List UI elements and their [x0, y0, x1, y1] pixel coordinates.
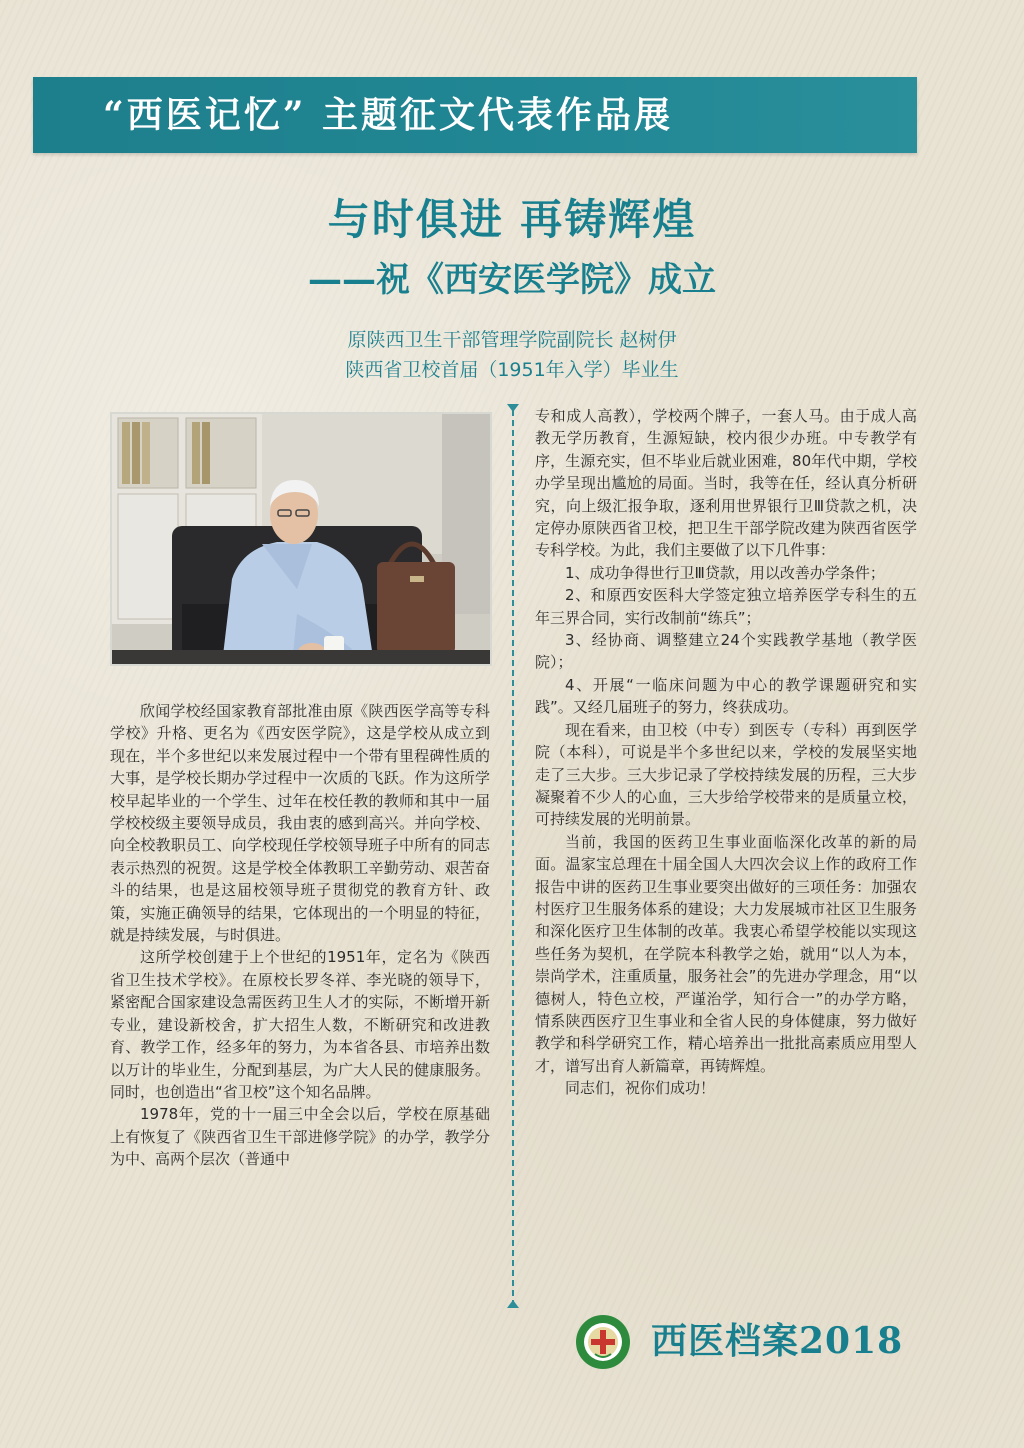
right-paragraph-4: 3、经协商、调整建立24个实践教学基地（教学医院）；: [535, 631, 917, 672]
banner-title: “西医记忆” 主题征文代表作品展: [103, 94, 673, 136]
footer-title: 西医档案2018: [651, 1320, 904, 1362]
xian-medical-university-seal-icon: [575, 1314, 631, 1370]
right-paragraph-1: 专和成人高教），学校两个牌子，一套人马。由于成人高教无学历教育，生源短缺，校内很少办班。中专教学有序，生源充实，但不毕业后就业困难，80年代中期，学校办学呈现出尴尬的局面。当时，我等在任，经认真分析研究，向上级汇报争取，逐利用世界银行卫Ⅲ贷款之机，决定停办原陕西省卫校，把卫生干部学院改建为陕西省医学专科学校。为此，我们主要做了以下几件事：: [535, 407, 917, 560]
article-title: 与时俱进 再铸辉煌: [327, 195, 697, 244]
left-text-column: [110, 700, 490, 1171]
right-paragraph-3: 2、和原西安医科大学签定独立培养医学专科生的五年三界合同，实行改制前“练兵”；: [535, 586, 917, 627]
author-line-2: 陕西省卫校首届（1951年入学）毕业生: [345, 359, 679, 381]
right-text-column: [535, 405, 917, 1100]
right-paragraph-5: 4、开展“一临床问题为中心的教学课题研究和实践”。又经几届班子的努力，终获成功。: [535, 675, 917, 717]
footer-brand: [575, 1312, 925, 1372]
author-line-1: 原陕西卫生干部管理学院副院长 赵树伊: [347, 329, 677, 351]
header-banner: [33, 77, 917, 153]
right-paragraph-7: 当前，我国的医药卫生事业面临深化改革的新的局面。温家宝总理在十届全国人大四次会议上作的政府工作报告中讲的医药卫生事业要突出做好的三项任务：加强农村医疗卫生服务体系的建设；大力发展城市社区卫生服务和深化医疗卫生体制的改革。我衷心希望学校能以实现这些任务为契机，在学院本科教学之始，就用“以人为本，崇尚学术，注重质量，服务社会”的先进办学理念，用“以德树人，特色立校，严谨治学，知行合一”的办学方略，情系陕西医疗卫生事业和全省人民的身体健康，努力做好教学和科学研究工作，精心培养出一批批高素质应用型人才，谱写出育人新篇章，再铸辉煌。: [535, 832, 917, 1075]
author-portrait-photo: [110, 412, 492, 666]
portrait-photo-icon: [112, 414, 490, 664]
right-paragraph-6: 现在看来，由卫校（中专）到医专（专科）再到医学院（本科），可说是半个多世纪以来，学校的发展坚实地走了三大步。三大步记录了学校持续发展的历程，三大步凝聚着不少人的心血，三大步给学校带来的是质量立校，可持续发展的光明前景。: [535, 720, 917, 829]
column-divider-bottom-cap: [507, 1300, 519, 1308]
left-paragraph-1: 欣闻学校经国家教育部批准由原《陕西医学高等专科学校》升格、更名为《西安医学院》，这是学校从成立到现在，半个多世纪以来发展过程中一个带有里程碑性质的大事，是学校长期办学过程中一次质的飞跃。作为这所学校早起毕业的一个学生、过年在校任教的教师和其中一届学校校级主要领导成员，我由衷的感到高兴。并向学校、向全校教职员工、向学校现任学校领导班子中所有的同志表示热烈的祝贺。这是学校全体教职工辛勤劳动、艰苦奋斗的结果，也是这届校领导班子贯彻党的教育方针、政策，实施正确领导的结果，它体现出的一个明显的特征，就是持续发展，与时俱进。: [110, 702, 490, 945]
left-paragraph-3: 1978年，党的十一届三中全会以后，学校在原基础上有恢复了《陕西省卫生干部进修学院》的办学，教学分为中、高两个层次（普通中: [110, 1105, 490, 1169]
right-paragraph-2: 1、成功争得世行卫Ⅲ贷款，用以改善办学条件；: [565, 563, 885, 582]
article-subtitle: ——祝《西安医学院》成立: [308, 260, 716, 300]
column-divider: [512, 410, 514, 1306]
left-paragraph-2: 这所学校创建于上个世纪的1951年，定名为《陕西省卫生技术学校》。在原校长罗冬祥、李光晓的领导下，紧密配合国家建设急需医药卫生人才的实际，不断增开新专业，建设新校舍，扩大招生人数，不断研究和改进教育、教学工作，经多年的努力，为本省各县、市培养出数以万计的毕业生，分配到基层，为广大人民的健康服务。同时，也创造出“省卫校”这个知名品牌。: [110, 948, 490, 1101]
right-paragraph-8: 同志们，祝你们成功！: [565, 1079, 716, 1098]
